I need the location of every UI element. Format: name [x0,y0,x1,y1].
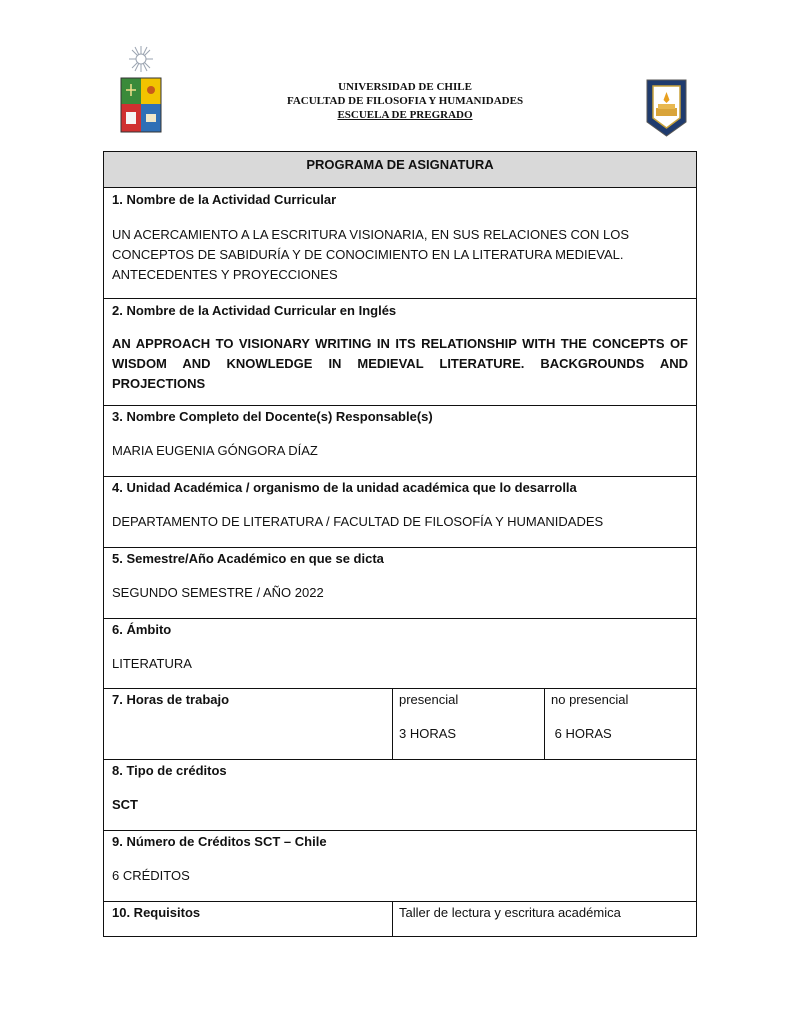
no-presencial-cell [545,689,696,759]
section-value: UN ACERCAMIENTO A LA ESCRITURA VISIONARIA, EN SUS RELACIONES CON LOS CONCEPTOS DE SABIDURÍA Y DE CONOCIMIENTO EN LA LITERATURA MEDIEVAL. ANTECEDENTES Y PROYECCIONES [112,227,630,282]
section-credit-type [104,760,696,831]
section-label: 8. Tipo de créditos [112,763,227,778]
institution-header [230,80,580,122]
section-label: 9. Número de Créditos SCT – Chile [112,834,327,849]
university-name: UNIVERSIDAD DE CHILE [338,81,472,93]
faculty-name: FACULTAD DE FILOSOFIA Y HUMANIDADES [286,95,524,107]
section-course-name [104,188,696,299]
section-value: MARIA EUGENIA GÓNGORA DÍAZ [112,443,318,458]
presencial-value: 3 HORAS [399,726,457,741]
section-label: 5. Semestre/Año Académico en que se dicta [112,551,384,566]
university-crest-logo [117,42,165,138]
section-label: 10. Requisitos [112,905,201,920]
section-academic-unit [104,477,696,548]
section-label: 2. Nombre de la Actividad Curricular en Inglés [112,303,397,318]
program-title: PROGRAMA DE ASIGNATURA [104,152,696,188]
section-value: DEPARTAMENTO DE LITERATURA / FACULTAD DE FILOSOFÍA Y HUMANIDADES [112,514,604,529]
requirements-value-cell [393,902,696,936]
section-value: AN APPROACH TO VISIONARY WRITING IN ITS RELATIONSHIP WITH THE CONCEPTS OF WISDOM AND KNOWLEDGE IN MEDIEVAL LITERATURE. BACKGROUNDS AND PROJECTIONS [112,336,688,391]
course-program-table [103,151,697,937]
section-credit-count [104,831,696,902]
section-value: SEGUNDO SEMESTRE / AÑO 2022 [112,585,324,600]
section-requirements [104,902,696,936]
section-label: 6. Ámbito [112,622,172,637]
requirements-label-cell [104,902,393,936]
presencial-cell [393,689,545,759]
section-semester [104,548,696,619]
presencial-label: presencial [399,692,459,707]
work-hours-label-cell [104,689,393,759]
section-value: 6 CRÉDITOS [112,868,190,883]
section-label: 1. Nombre de la Actividad Curricular [112,192,337,207]
section-label: 7. Horas de trabajo [112,692,230,707]
section-course-name-english [104,299,696,406]
section-label: 3. Nombre Completo del Docente(s) Responsable(s) [112,409,433,424]
section-lecturer [104,406,696,477]
section-value: SCT [112,797,138,812]
school-name: ESCUELA DE PREGRADO [337,109,473,121]
section-label: 4. Unidad Académica / organismo de la unidad académica que lo desarrolla [112,480,577,495]
faculty-emblem-logo [645,78,688,138]
no-presencial-value: 6 HORAS [551,726,612,741]
section-scope [104,619,696,689]
section-work-hours [104,689,696,760]
section-value: Taller de lectura y escritura académica [399,905,621,920]
no-presencial-label: no presencial [551,692,629,707]
section-value: LITERATURA [112,656,192,671]
